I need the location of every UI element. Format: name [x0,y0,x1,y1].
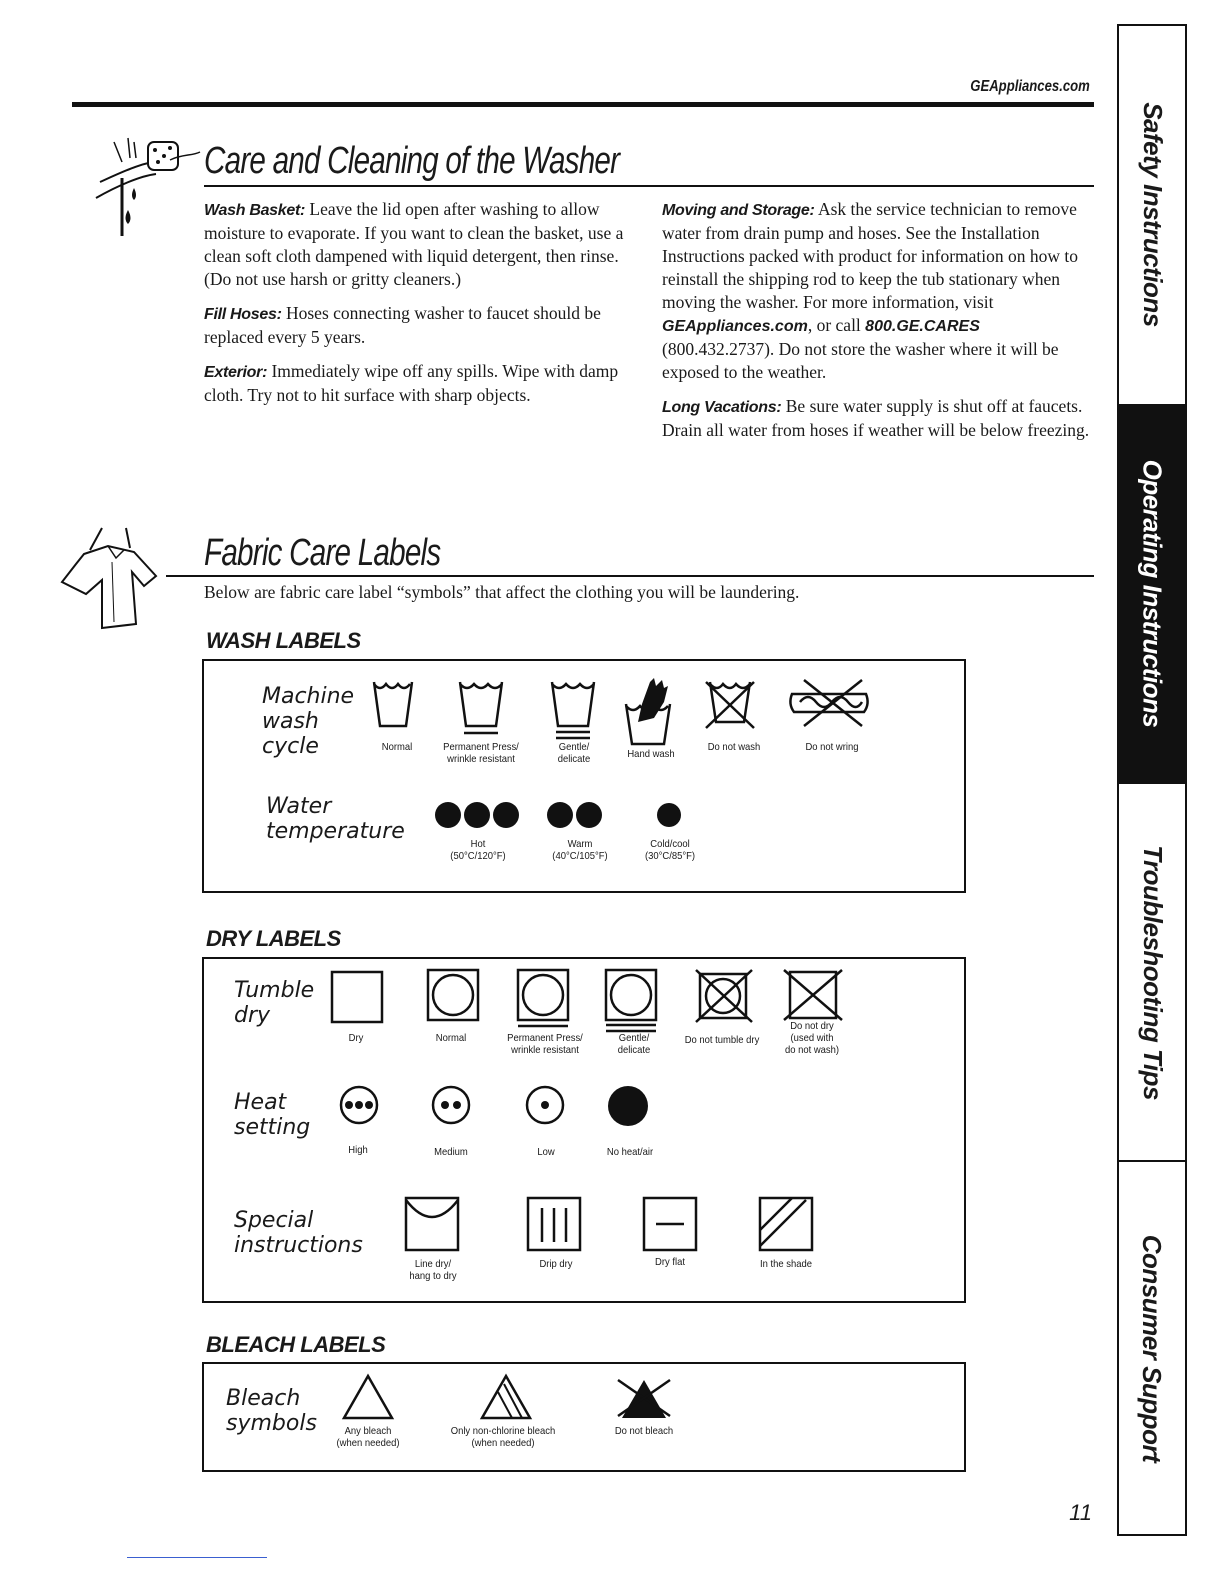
line-dry-icon [404,1196,460,1252]
care-rule [204,185,1094,187]
special-caption-in-shade: In the shade [759,1258,813,1270]
tumble-dry-gentle-icon [604,968,658,1034]
wash-cycle-caption-hand-wash: Hand wash [627,748,675,760]
shirt-on-line-icon [56,524,168,634]
tumble-caption-do-not-dry: Do not dry (used with do not wash) [784,1020,840,1056]
bleach-caption-non-chlorine: Only non-chlorine bleach (when needed) [450,1425,556,1449]
special-caption-dry-flat: Dry flat [655,1256,685,1268]
site-link[interactable]: GEAppliances.com [662,318,808,335]
fill-hoses-paragraph: Fill Hoses: Hoses connecting washer to faucet should be replaced every 5 years. [204,303,601,347]
sponge-drops-icon [92,132,202,242]
tumble-dry-permanent-press-icon [516,968,570,1030]
dry-labels-heading: DRY LABELS [206,926,341,951]
exterior-paragraph: Exterior: Immediately wipe off any spills. Wipe with damp cloth. Try not to hit surface with sharp objects. [204,361,619,405]
no-heat-icon [606,1084,650,1128]
bleach-caption-do-not-bleach: Do not bleach [614,1425,674,1437]
tumble-caption-gentle: Gentle/ delicate [617,1032,651,1056]
water-temperature-label: Water temperature [266,794,405,844]
do-not-wring-icon [786,676,872,730]
special-caption-line-dry: Line dry/ hang to dry [409,1258,457,1282]
temp-caption-warm: Warm (40°C/105°F) [552,838,608,862]
wash-tub-permanent-press-icon [456,676,506,738]
heat-caption-medium: Medium [434,1146,468,1158]
heat-high-icon [338,1084,380,1126]
care-right-column [662,198,1092,453]
wash-tub-normal-icon [370,676,416,730]
tumble-caption-permanent-press: Permanent Press/ wrinkle resistant [507,1032,583,1056]
fabric-intro: Below are fabric care label “symbols” that affect the clothing you will be laundering. [204,582,800,602]
wash-tub-gentle-icon [548,676,598,742]
temp-cold-dot-icon [654,800,684,830]
moving-storage-paragraph: Moving and Storage: Ask the service technician to remove water from drain pump and hoses. See the Installation Instructions packed with product for information on how to reinstall the shipping rod to keep the tub stationary when moving the washer. For more information, visit GEAppliances.com, or call 800.GE.CARES (800.432.2737). Do not store the washer where it will be exposed to the weather. [662,199,1079,382]
temp-hot-dots-icon [434,800,520,830]
do-not-dry-icon [782,968,844,1022]
tumble-caption-dry: Dry [348,1032,364,1044]
tab-safety-instructions[interactable]: Safety Instructions [1137,101,1168,327]
site-url: GEAppliances.com [970,78,1090,95]
special-caption-drip-dry: Drip dry [539,1258,573,1270]
do-not-tumble-dry-icon [694,968,754,1024]
do-not-wash-icon [704,676,756,730]
fabric-rule [166,575,1094,577]
heat-low-icon [524,1084,566,1126]
tumble-dry-label: Tumble dry [234,978,315,1028]
machine-wash-label: Machine wash cycle [262,684,355,759]
bleach-labels-heading: BLEACH LABELS [206,1332,386,1357]
wash-cycle-caption-normal: Normal [381,741,413,753]
dry-flat-icon [642,1196,698,1252]
hand-wash-icon [622,674,674,746]
wash-cycle-caption-gentle: Gentle/ delicate [557,741,591,765]
do-not-bleach-icon [612,1372,676,1422]
heat-caption-low: Low [537,1146,555,1158]
drip-dry-icon [526,1196,582,1252]
any-bleach-triangle-icon [340,1372,396,1422]
tumble-caption-normal: Normal [435,1032,467,1044]
footer-link-underline [127,1557,267,1558]
temp-caption-hot: Hot (50°C/120°F) [450,838,506,862]
temp-warm-dots-icon [546,800,604,830]
dry-in-shade-icon [758,1196,814,1252]
heat-caption-high: High [348,1144,368,1156]
wash-cycle-caption-permanent-press: Permanent Press/ wrinkle resistant [443,741,519,765]
tab-troubleshooting-tips[interactable]: Troubleshooting Tips [1137,844,1168,1100]
tumble-caption-do-not-tumble-dry: Do not tumble dry [684,1034,760,1046]
phone-number: 800.GE.CARES [865,318,980,335]
temp-caption-cold: Cold/cool (30°C/85°F) [644,838,696,862]
tumble-dry-square-icon [330,970,384,1024]
heat-caption-no-heat: No heat/air [606,1146,654,1158]
fabric-title: Fabric Care Labels [204,532,441,574]
non-chlorine-bleach-icon [478,1372,534,1422]
care-title: Care and Cleaning of the Washer [204,140,620,182]
special-instructions-label: Special instructions [234,1208,363,1258]
long-vacations-paragraph: Long Vacations: Be sure water supply is shut off at faucets. Drain all water from hoses if weather will be below freezing. [662,396,1090,440]
tumble-dry-normal-icon [426,968,480,1022]
page-number: 11 [1069,1500,1092,1525]
wash-labels-heading: WASH LABELS [206,628,361,653]
header-rule [72,102,1094,107]
wash-cycle-caption-do-not-wash: Do not wash [707,741,761,753]
bleach-caption-any: Any bleach (when needed) [336,1425,400,1449]
tab-operating-instructions[interactable]: Operating Instructions [1119,404,1185,782]
wash-basket-paragraph: Wash Basket: Leave the lid open after washing to allow moisture to evaporate. If you want to clean the basket, use a clean soft cloth dampened with liquid detergent, then rinse. (Do not use harsh or gritty cleaners.) [204,199,624,289]
bleach-symbols-label: Bleach symbols [226,1386,317,1436]
heat-setting-label: Heat setting [234,1090,311,1140]
tab-consumer-support[interactable]: Consumer Support [1137,1234,1168,1462]
care-left-column [204,198,644,418]
wash-cycle-caption-do-not-wring: Do not wring [805,741,859,753]
section-tabs [1117,24,1187,1536]
heat-medium-icon [430,1084,472,1126]
